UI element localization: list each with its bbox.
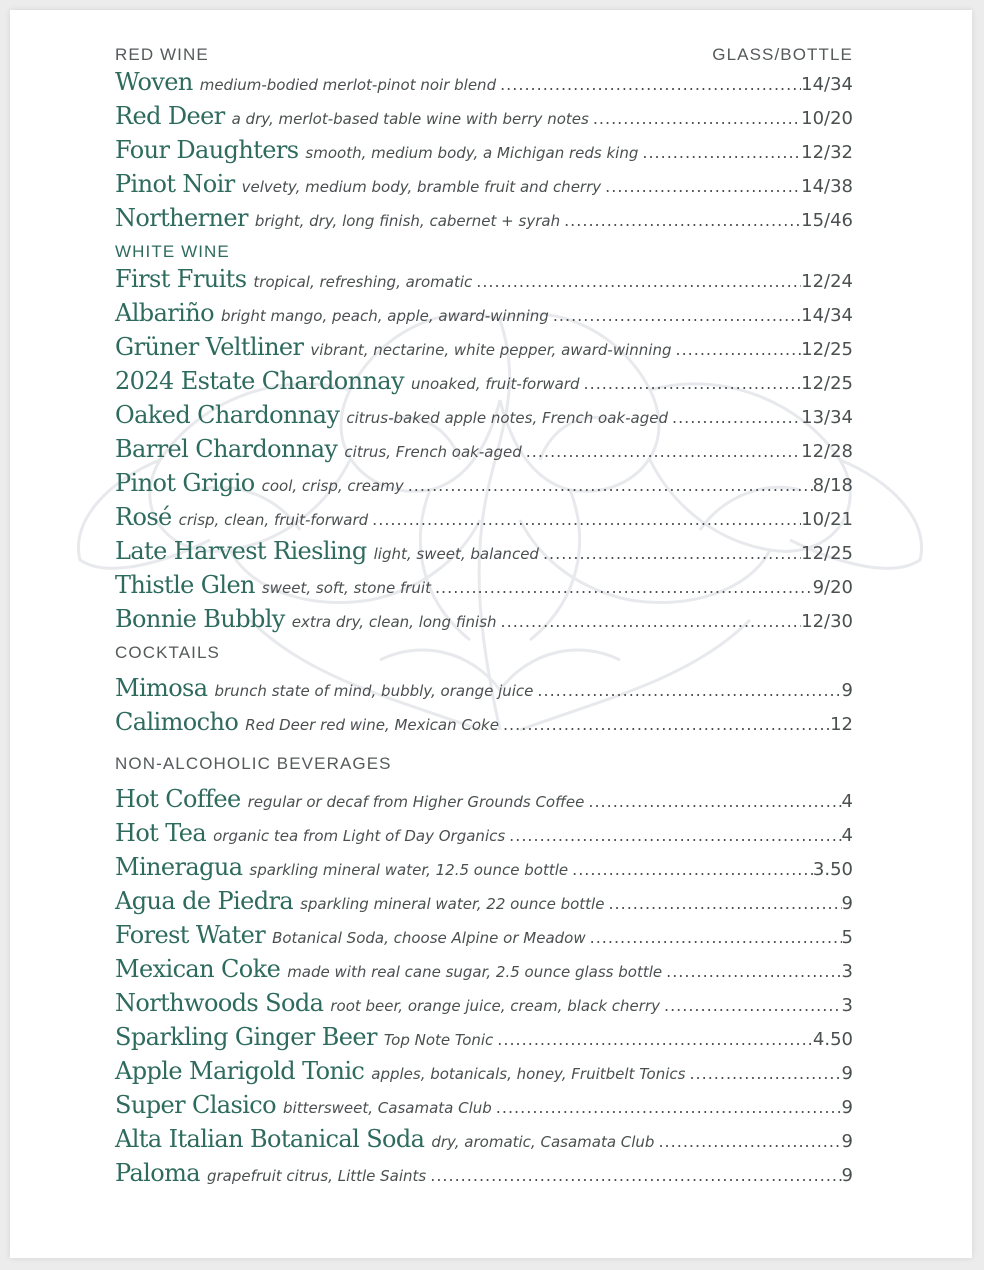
item-price: 4.50 [812,1029,853,1050]
item-name: Red Deer [115,102,225,130]
menu-item [115,500,853,534]
item-price: 9 [841,1063,853,1084]
item-description: unoaked, fruit-forward [410,375,580,393]
item-price: 12/28 [801,441,853,462]
item-name: Oaked Chardonnay [115,401,340,429]
item-name: Barrel Chardonnay [115,435,338,463]
leader-dots [642,136,801,170]
item-name: Woven [115,68,193,96]
item-price: 4 [841,825,853,846]
item-name: Alta Italian Botanical Soda [115,1125,425,1153]
section-header-white-wine [115,235,853,262]
menu-item [115,816,853,850]
menu-content [115,38,853,1190]
menu-item [115,671,853,705]
menu-item [115,466,853,500]
menu-item [115,133,853,167]
item-description: crisp, clean, fruit-forward [178,511,369,529]
menu-item [115,1020,853,1054]
leader-dots [543,537,801,571]
spacer [115,774,853,782]
item-price: 9 [841,1097,853,1118]
item-price: 14/34 [801,74,853,95]
menu-item [115,850,853,884]
menu-item [115,1122,853,1156]
leader-dots [497,1023,813,1057]
item-name: Thistle Glen [115,571,255,599]
menu-item [115,602,853,636]
item-price: 9/20 [812,577,853,598]
menu-item [115,952,853,986]
item-description: apples, botanicals, honey, Fruitbelt Tonics [371,1065,686,1083]
leader-dots [666,955,841,989]
item-name: Forest Water [115,921,266,949]
item-name: Northwoods Soda [115,989,324,1017]
leader-dots [584,367,802,401]
item-name: Four Daughters [115,136,299,164]
item-description: Botanical Soda, choose Alpine or Meadow [272,929,586,947]
item-description: cool, crisp, creamy [261,477,404,495]
leader-dots [672,401,801,435]
leader-dots [537,674,841,708]
menu-item [115,534,853,568]
item-price: 15/46 [801,210,853,231]
item-description: sparkling mineral water, 22 ounce bottle [300,895,605,913]
section-header-cocktails [115,636,853,663]
item-name: Mexican Coke [115,955,281,983]
menu-item [115,398,853,432]
item-description: sparkling mineral water, 12.5 ounce bottle [249,861,569,879]
menu-item [115,99,853,133]
item-description: organic tea from Light of Day Organics [213,827,506,845]
item-name: 2024 Estate Chardonnay [115,367,404,395]
menu-page [10,10,972,1258]
leader-dots [496,1091,842,1125]
leader-dots [430,1159,841,1193]
item-price: 8/18 [812,475,853,496]
item-name: Northerner [115,204,248,232]
menu-item [115,568,853,602]
section-title: RED WINE [115,45,209,64]
leader-dots [372,503,801,537]
menu-item [115,65,853,99]
leader-dots [564,204,801,238]
item-name: Super Clasico [115,1091,276,1119]
item-price: 12/25 [801,339,853,360]
item-description: velvety, medium body, bramble fruit and cherry [241,178,602,196]
menu-item [115,330,853,364]
section-title: NON-ALCOHOLIC BEVERAGES [115,754,392,773]
item-description: citrus, French oak-aged [344,443,522,461]
leader-dots [572,853,813,887]
section-header-non-alcoholic [115,747,853,774]
item-description: bittersweet, Casamata Club [283,1099,492,1117]
item-name: Mineragua [115,853,243,881]
item-description: dry, aromatic, Casamata Club [431,1133,655,1151]
item-price: 3.50 [812,859,853,880]
item-name: Apple Marigold Tonic [115,1057,365,1085]
leader-dots [503,708,830,742]
item-price: 12/32 [801,142,853,163]
leader-dots [553,299,801,333]
item-description: extra dry, clean, long finish [291,613,497,631]
item-description: regular or decaf from Higher Grounds Coffee [247,793,585,811]
leader-dots [608,887,841,921]
item-name: Sparkling Ginger Beer [115,1023,377,1051]
menu-item [115,884,853,918]
menu-item [115,432,853,466]
item-name: Hot Coffee [115,785,241,813]
item-description: medium-bodied merlot-pinot noir blend [199,76,497,94]
menu-item [115,986,853,1020]
menu-item [115,296,853,330]
menu-item [115,262,853,296]
item-price: 12/25 [801,543,853,564]
item-price: 12/25 [801,373,853,394]
item-description: brunch state of mind, bubbly, orange juice [214,682,534,700]
item-description: Red Deer red wine, Mexican Coke [245,716,499,734]
item-description: citrus-baked apple notes, French oak-aged [346,409,668,427]
item-price: 12 [830,714,853,735]
item-price: 13/34 [801,407,853,428]
item-price: 10/21 [801,509,853,530]
menu-item [115,167,853,201]
item-description: made with real cane sugar, 2.5 ounce glass bottle [287,963,663,981]
item-description: light, sweet, balanced [373,545,539,563]
section-title: COCKTAILS [115,643,220,662]
item-description: root beer, orange juice, cream, black cherry [330,997,660,1015]
item-description: bright mango, peach, apple, award-winning [220,307,549,325]
item-description: a dry, merlot-based table wine with berry notes [231,110,589,128]
leader-dots [500,68,801,102]
leader-dots [435,571,813,605]
item-name: Pinot Grigio [115,469,255,497]
leader-dots [588,785,841,819]
item-name: Rosé [115,503,172,531]
menu-item [115,1054,853,1088]
leader-dots [408,469,813,503]
item-name: Hot Tea [115,819,207,847]
item-name: Pinot Noir [115,170,235,198]
item-price: 3 [841,995,853,1016]
item-description: sweet, soft, stone fruit [261,579,431,597]
item-price: 9 [841,680,853,701]
item-name: Late Harvest Riesling [115,537,367,565]
item-description: smooth, medium body, a Michigan reds king [305,144,639,162]
spacer [115,663,853,671]
item-price: 10/20 [801,108,853,129]
item-description: Top Note Tonic [383,1031,494,1049]
leader-dots [675,333,801,367]
leader-dots [593,102,801,136]
item-name: Mimosa [115,674,208,702]
menu-item [115,364,853,398]
item-price: 12/30 [801,611,853,632]
item-name: Agua de Piedra [115,887,294,915]
menu-item [115,1156,853,1190]
menu-item [115,705,853,739]
item-description: vibrant, nectarine, white pepper, award-winning [310,341,672,359]
glass-bottle-label: GLASS/BOTTLE [712,45,853,64]
item-name: Grüner Veltliner [115,333,304,361]
item-price: 9 [841,893,853,914]
section-header-red-wine [115,38,853,65]
leader-dots [664,989,842,1023]
leader-dots [526,435,801,469]
leader-dots [501,605,802,639]
item-name: Albariño [115,299,214,327]
item-name: Paloma [115,1159,200,1187]
leader-dots [476,265,801,299]
menu-item [115,918,853,952]
leader-dots [689,1057,841,1091]
item-description: tropical, refreshing, aromatic [253,273,473,291]
item-description: bright, dry, long finish, cabernet + syrah [254,212,561,230]
item-name: Bonnie Bubbly [115,605,285,633]
section-title: WHITE WINE [115,242,230,261]
item-description: grapefruit citrus, Little Saints [206,1167,427,1185]
menu-item [115,782,853,816]
item-price: 9 [841,1131,853,1152]
item-name: Calimocho [115,708,239,736]
item-price: 14/34 [801,305,853,326]
item-name: First Fruits [115,265,247,293]
item-price: 9 [841,1165,853,1186]
menu-item [115,1088,853,1122]
leader-dots [509,819,841,853]
item-price: 3 [841,961,853,982]
leader-dots [605,170,801,204]
menu-item [115,201,853,235]
leader-dots [658,1125,841,1159]
item-price: 5 [841,927,853,948]
item-price: 4 [841,791,853,812]
item-price: 12/24 [801,271,853,292]
leader-dots [590,921,842,955]
item-price: 14/38 [801,176,853,197]
